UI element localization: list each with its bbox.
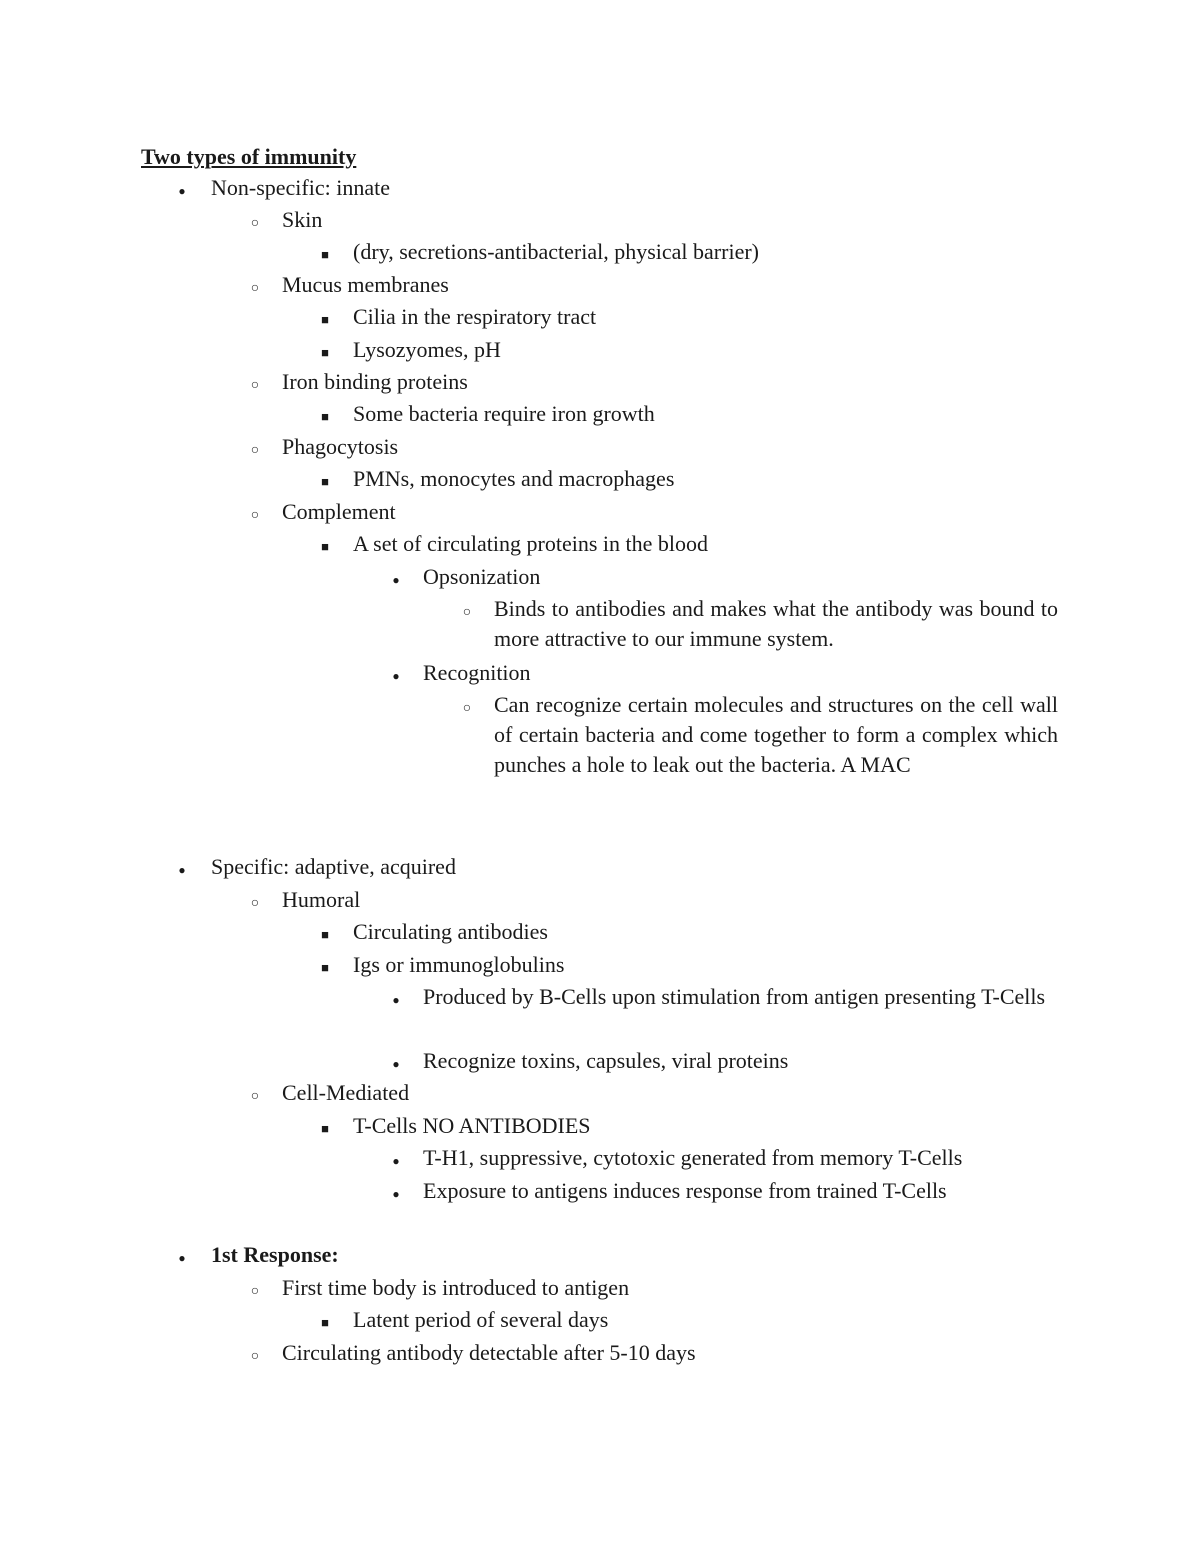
list-item: ● T-H1, suppressive, cytotoxic generated from memory T-Cells [423,1143,962,1173]
list-item: ■ Latent period of several days [353,1305,608,1335]
bullet-circle-icon [455,690,479,724]
bullet-disc-icon [384,982,408,1015]
document-title: Two types of immunity [141,144,357,169]
list-item: ○ Binds to antibodies and makes what the antibody was bound to more attractive to our immune system. [494,594,1058,654]
list-item: ■ Some bacteria require iron growth [353,399,655,429]
list-item: ○ Circulating antibody detectable after 5-10 days [282,1338,696,1368]
bullet-disc-icon [170,173,194,206]
list-item: ■ PMNs, monocytes and macrophages [353,464,674,494]
list-item: ● Recognition [423,658,531,688]
bullet-disc-icon [170,852,194,885]
list-item: ○ First time body is introduced to antigen [282,1273,629,1303]
bullet-square-icon [313,950,337,983]
list-item: ○ Skin [282,205,322,235]
bullet-disc-icon [384,1176,408,1209]
bullet-square-icon [313,464,337,497]
bullet-disc-icon [384,658,408,691]
bullet-circle-icon [243,205,267,239]
list-item: ■ Circulating antibodies [353,917,548,947]
list-item: ● Produced by B-Cells upon stimulation from antigen presenting T-Cells [423,982,1058,1012]
list-item: ● Specific: adaptive, acquired [211,852,456,882]
list-item: ■ A set of circulating proteins in the blood [353,529,708,559]
bullet-circle-icon [243,1273,267,1307]
list-item: ● 1st Response: [211,1240,339,1270]
list-item: ● Recognize toxins, capsules, viral proteins [423,1046,788,1076]
list-item: ○ Complement [282,497,396,527]
bullet-circle-icon [243,270,267,304]
bullet-circle-icon [455,594,479,628]
bullet-square-icon [313,917,337,950]
bullet-circle-icon [243,885,267,919]
list-item: ■ Lysozyomes, pH [353,335,501,365]
bullet-square-icon [313,399,337,432]
bullet-disc-icon [384,562,408,595]
list-item: ● Exposure to antigens induces response from trained T-Cells [423,1176,947,1206]
list-item: ○ Humoral [282,885,360,915]
bullet-square-icon [313,237,337,270]
list-item: ■ Cilia in the respiratory tract [353,302,596,332]
bullet-square-icon [313,335,337,368]
bullet-disc-icon [384,1143,408,1176]
list-item: ● Opsonization [423,562,540,592]
list-item: ○ Iron binding proteins [282,367,468,397]
bullet-square-icon [313,1111,337,1144]
list-item: ■ Igs or immunoglobulins [353,950,564,980]
list-item: ○ Phagocytosis [282,432,398,462]
bullet-circle-icon [243,1338,267,1372]
bullet-disc-icon [384,1046,408,1079]
bullet-square-icon [313,529,337,562]
bullet-circle-icon [243,497,267,531]
list-item: ■ (dry, secretions-antibacterial, physical barrier) [353,237,759,267]
list-item: ○ Cell-Mediated [282,1078,409,1108]
list-item: ■ T-Cells NO ANTIBODIES [353,1111,591,1141]
bullet-circle-icon [243,1078,267,1112]
bullet-circle-icon [243,432,267,466]
list-item: ○ Can recognize certain molecules and structures on the cell wall of certain bacteria and come together to form a complex which punches a hole to leak out the bacteria. A MAC [494,690,1058,780]
bullet-square-icon [313,302,337,335]
bullet-circle-icon [243,367,267,401]
bullet-disc-icon [170,1240,194,1273]
list-item: ○ Mucus membranes [282,270,449,300]
list-item: ● Non-specific: innate [211,173,390,203]
bullet-square-icon [313,1305,337,1338]
